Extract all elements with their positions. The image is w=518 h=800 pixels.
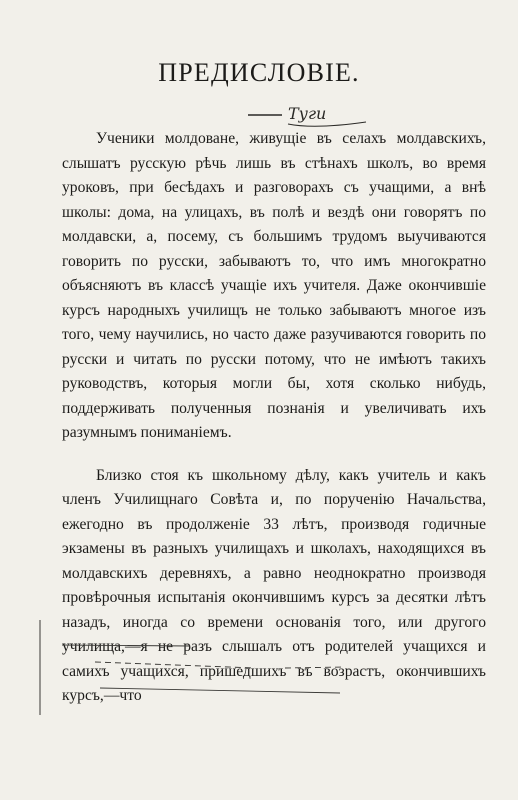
page-title: ПРЕДИСЛОВІЕ. <box>158 58 360 87</box>
paragraph-2: Близко стоя къ школьному дѣлу, какъ учитель и какъ членъ Училищнаго Совѣта и, по порученію Начальства, ежегодно въ продолженіе 33 лѣтъ, производя годичные экзамены въ разныхъ училищахъ и школахъ, находящихся въ молдавскихъ деревняхъ, а равно неоднократно производя провѣрочныя испытанія окончившимъ курсъ за десятки лѣтъ назадъ, иногда со времени основанія того, или другого училища,—я не разъ слышалъ отъ родителей учащихся и самихъ учащихся, пришедшихъ въ возрастъ, окончившихъ курсъ,—что <box>62 466 486 704</box>
body-text <box>62 127 486 709</box>
signature-text: Туги <box>288 104 327 123</box>
paragraph-1: Ученики молдоване, живущіе въ селахъ молдавскихъ, слышатъ русскую рѣчь лишь въ стѣнахъ школъ, во время уроковъ, при бесѣдахъ и разговорахъ съ учащими, а внѣ школы: дома, на улицахъ, въ полѣ и вездѣ они говорятъ по молдавски, а, посему, съ большимъ трудомъ выучиваются говорить по русски, забываютъ то, что имъ многократно объясняютъ въ классѣ учащіе ихъ учителя. Даже окончившіе курсъ народныхъ училищъ не только забываютъ многое изъ того, чему научились, но часто даже разучиваются говорить по русски и читать по русски потому, что не имѣютъ такихъ руководствъ, которыя могли бы, хотя сколько нибудь, поддерживать полученныя познанія и увеличивать ихъ разумнымъ пониманіемъ. <box>62 130 486 441</box>
